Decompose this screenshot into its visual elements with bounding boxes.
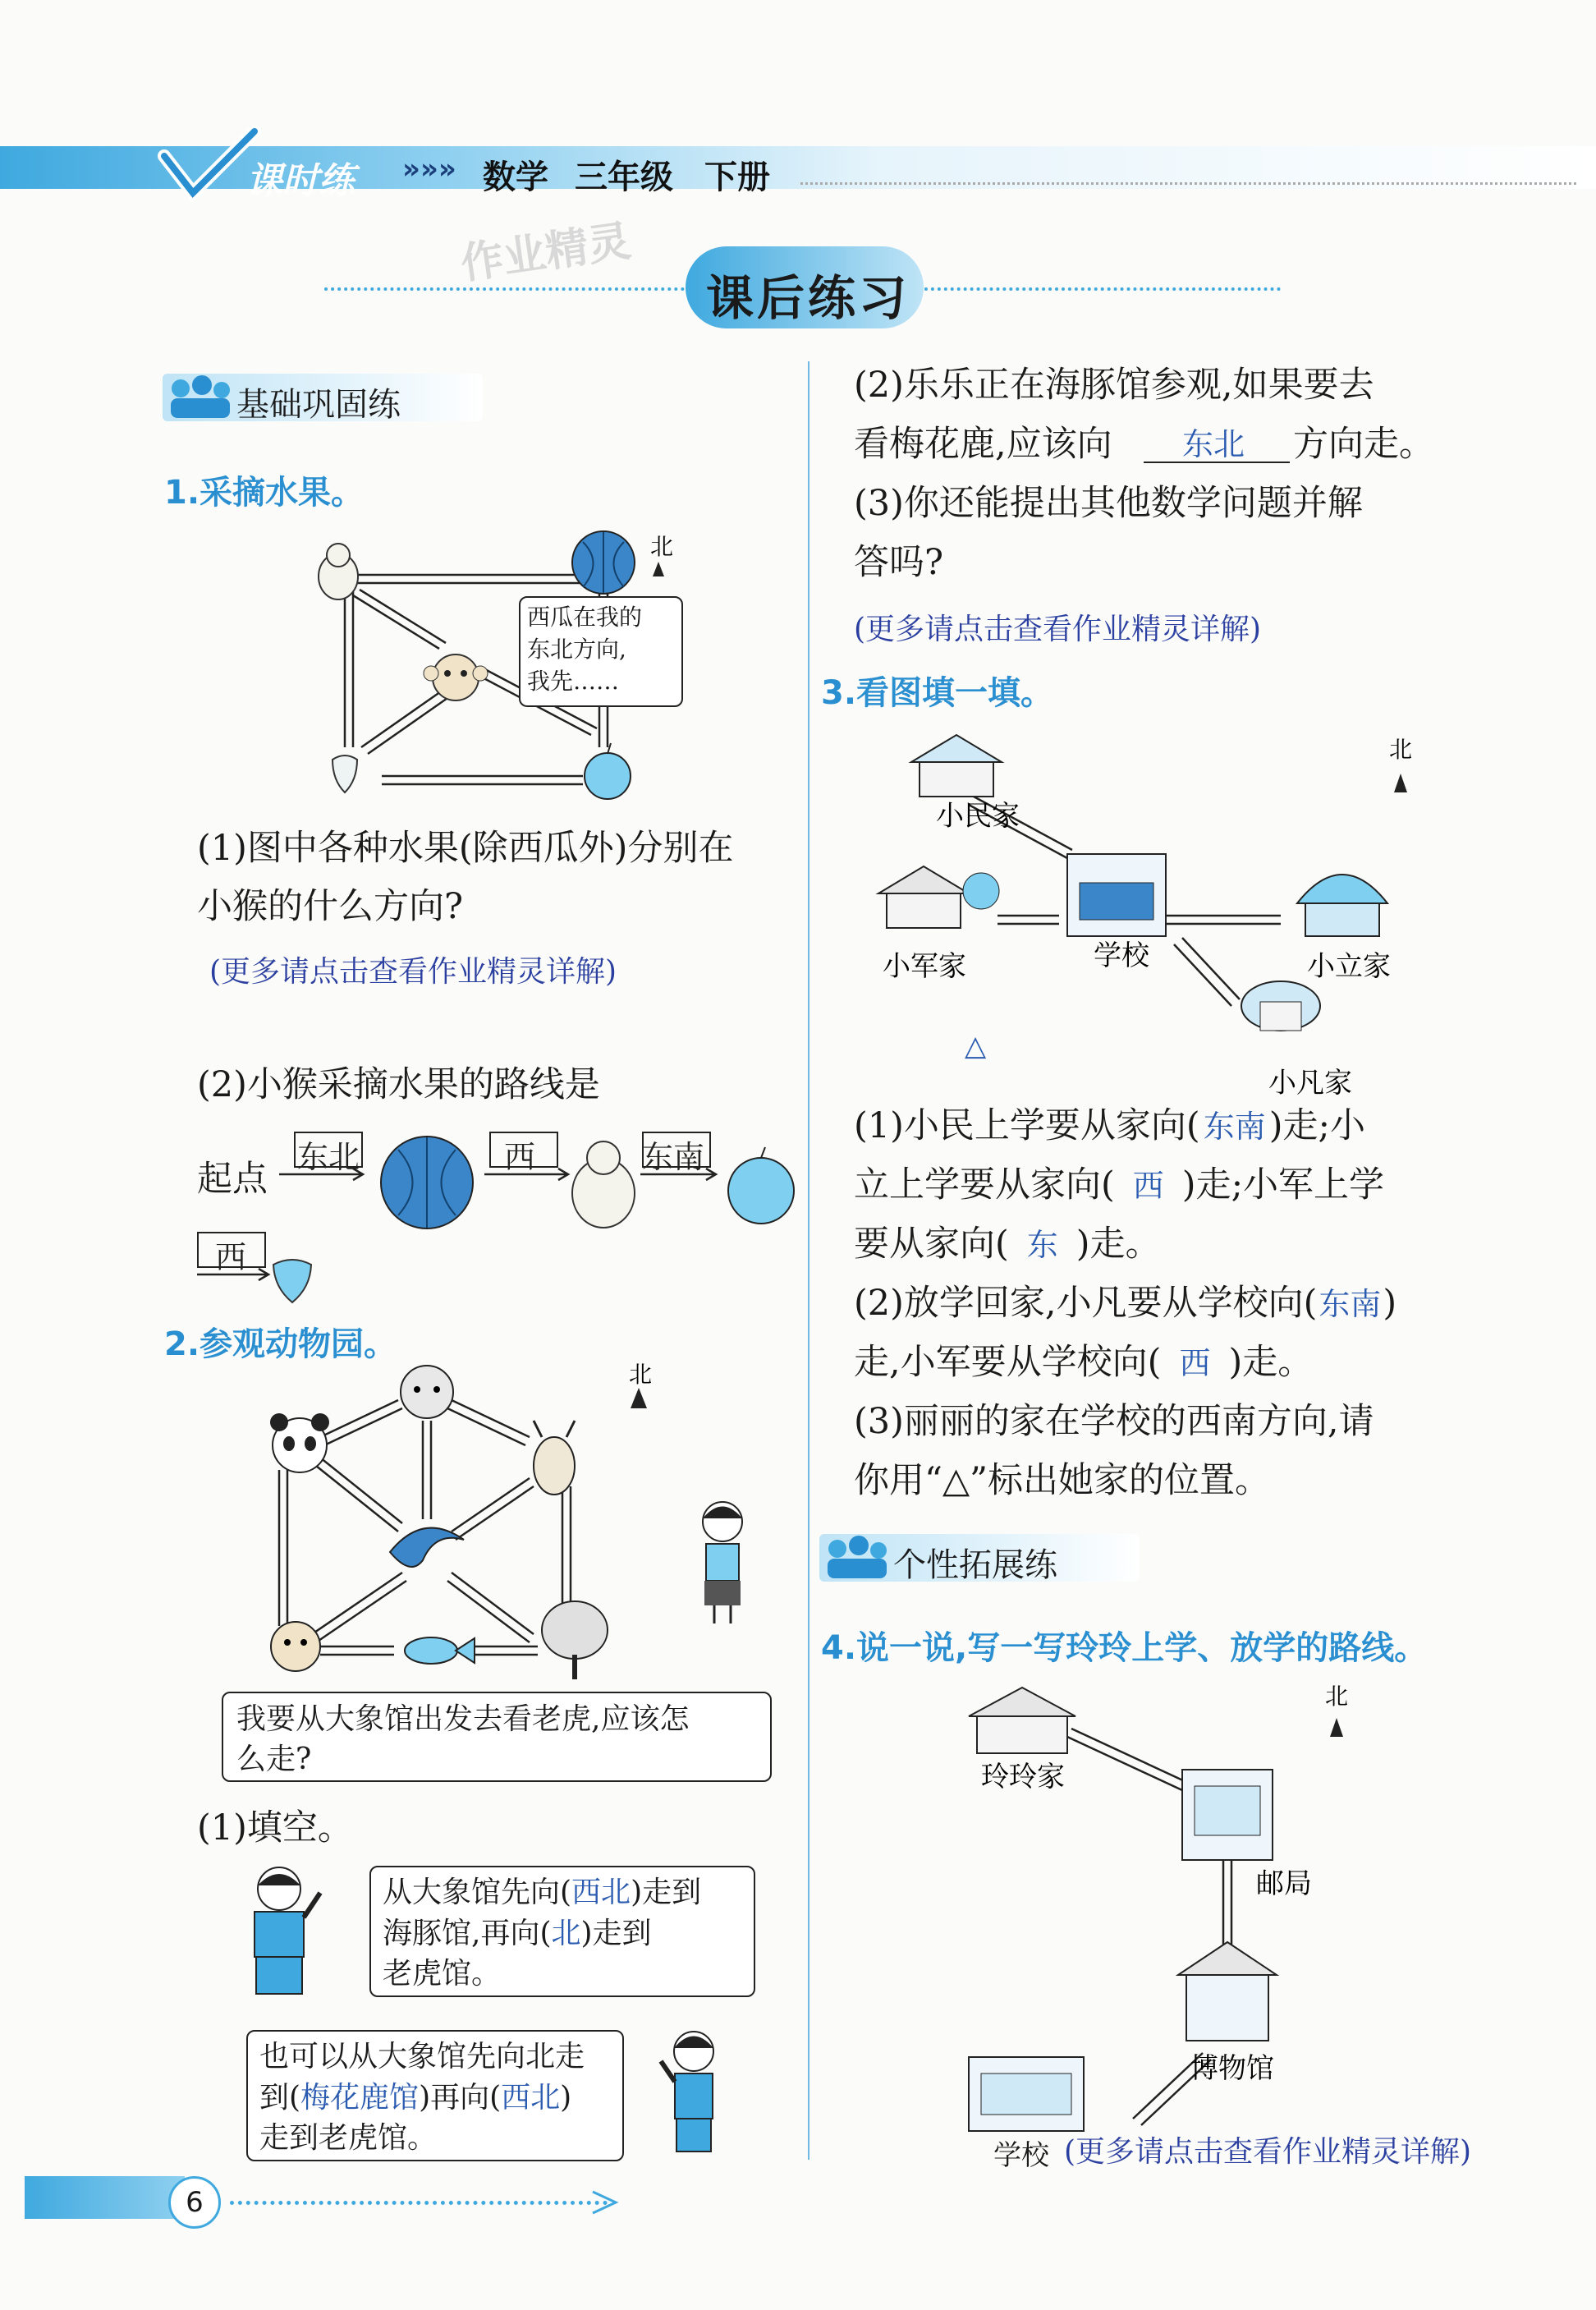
q2-north-arrow-icon	[622, 1359, 655, 1417]
post-office-icon	[1182, 1770, 1273, 1860]
monkey-zoo-icon	[271, 1622, 320, 1671]
deer-icon	[534, 1421, 575, 1495]
route-arrow-1	[279, 1166, 369, 1183]
q3-answer-3: 东	[1026, 1227, 1058, 1263]
elephant-icon	[542, 1601, 608, 1679]
q2-title: 2.参观动物园。	[164, 1325, 397, 1363]
label-xiaojun: 小军家	[883, 950, 966, 983]
q3-answer-5: 西	[1179, 1345, 1211, 1381]
q2-zoo-map	[246, 1355, 673, 1683]
q4-more-link[interactable]: (更多请点击查看作业精灵详解)	[1064, 2135, 1472, 2169]
school-icon	[1067, 854, 1166, 936]
route-arrow-3	[640, 1166, 722, 1183]
label-xiaoli: 小立家	[1307, 950, 1391, 983]
fish-icon	[405, 1637, 475, 1664]
q3-north-arrow-icon	[1394, 774, 1407, 792]
q2-p3-line1: (3)你还能提出其他数学问题并解	[854, 483, 1363, 524]
q1-p2-text: (2)小猴采摘水果的路线是	[197, 1064, 600, 1105]
q4-title: 4.说一说,写一写玲玲上学、放学的路线。	[821, 1629, 1428, 1667]
route-strawberry-icon	[269, 1255, 315, 1304]
route-answer-3: 东南	[642, 1139, 705, 1175]
q2-p2-answer: 东北	[1182, 426, 1245, 462]
xiaofan-house-icon	[1241, 981, 1320, 1031]
q3-answer-1: 东南	[1203, 1109, 1266, 1145]
route-watermelon-icon	[378, 1133, 476, 1232]
north-arrow-icon	[653, 562, 664, 576]
footer-arrow-icon	[591, 2188, 624, 2216]
watermelon-icon	[572, 531, 635, 594]
route-pear-icon	[566, 1132, 640, 1230]
q3-answer-2: 西	[1132, 1168, 1164, 1204]
q2-p2-line1: (2)乐乐正在海豚馆参观,如果要去	[854, 365, 1374, 406]
section-extend-header	[819, 1534, 1140, 1582]
q3-north-label: 北	[1389, 736, 1413, 763]
label-museum: 博物馆	[1190, 2052, 1274, 2085]
q2-boy-answer-1: 西北	[571, 1876, 631, 1909]
page-number: 6	[168, 2176, 221, 2229]
museum-icon	[1178, 1942, 1277, 2041]
q3-l1-b: 立上学要从家向( 西 )走;小军上学	[854, 1164, 1385, 1206]
q2-p2-line2: 看梅花鹿,应该向	[854, 424, 1112, 465]
header-arrows: »»»	[402, 153, 456, 186]
q2-more-link[interactable]: (更多请点击查看作业精灵详解)	[854, 613, 1262, 646]
q4-map	[944, 1671, 1371, 2164]
girl-icon-2	[657, 2028, 731, 2156]
people-icon-2	[819, 1534, 893, 1582]
q3-l1-c: 要从家向( 东 )走。	[854, 1224, 1161, 1265]
xiaoli-house-icon	[1297, 875, 1387, 936]
q1-north-label: 北	[650, 533, 674, 560]
label-lingling: 玲玲家	[981, 1761, 1065, 1793]
q2-girl-bubble: 也可以从大象馆先向北走 到(梅花鹿馆)再向(西北) 走到老虎馆。	[246, 2030, 624, 2161]
xiaomin-house-icon	[911, 735, 1002, 797]
lili-house-triangle: △	[965, 1030, 987, 1063]
q3-l2-b: 走,小军要从学校向( 西 )走。	[854, 1342, 1314, 1383]
header-volume: 下册	[704, 158, 770, 196]
lingling-house-icon	[969, 1688, 1075, 1753]
people-icon	[163, 374, 236, 421]
label-school-q4: 学校	[993, 2139, 1049, 2172]
q2-girl-speech: 我要从大象馆出发去看老虎,应该怎 么走?	[222, 1692, 772, 1782]
title-rule-left	[324, 287, 698, 294]
apple-icon	[585, 743, 631, 799]
xiaojun-house-icon	[878, 866, 999, 928]
q3-answer-4: 东南	[1319, 1286, 1382, 1322]
boy-icon	[238, 1864, 332, 2000]
q1-more-link[interactable]: (更多请点击查看作业精灵详解)	[209, 955, 617, 989]
label-xiaofan: 小凡家	[1268, 1067, 1352, 1100]
q2-girl-answer-2: 西北	[501, 2080, 561, 2115]
q2-boy-bubble: 从大象馆先向(西北)走到 海豚馆,再向(北)走到 老虎馆。	[369, 1866, 755, 1997]
q2-p2-line2-end: 方向走。	[1293, 424, 1434, 465]
route-answer-2: 西	[504, 1139, 536, 1175]
route-apple-icon	[724, 1146, 798, 1228]
girl-icon	[690, 1499, 755, 1626]
footer-dots	[230, 2201, 608, 2208]
section-extend-title: 个性拓展练	[893, 1546, 1057, 1584]
column-divider	[808, 361, 809, 2160]
tiger-icon	[401, 1366, 453, 1418]
panda-icon	[270, 1413, 329, 1472]
pear-icon	[319, 544, 358, 599]
route-answer-4: 西	[215, 1239, 247, 1275]
q2-p1-text: (1)填空。	[197, 1807, 353, 1848]
route-answer-1: 东北	[297, 1139, 360, 1175]
route-arrow-2	[484, 1166, 575, 1183]
route-arrow-4	[197, 1266, 279, 1283]
label-school: 学校	[1094, 939, 1149, 972]
section-basic-header	[163, 374, 483, 424]
header-subject: 数学	[483, 158, 548, 196]
dolphin-icon	[390, 1528, 464, 1567]
q3-map	[870, 714, 1445, 1109]
q1-monkey-speech: 西瓜在我的 东北方向, 我先……	[519, 596, 683, 707]
q1-p1-line2: 小猴的什么方向?	[197, 886, 464, 927]
q2-girl-answer-1: 梅花鹿馆	[300, 2080, 420, 2115]
header-rule	[800, 182, 1576, 188]
strawberry-icon	[332, 755, 357, 792]
section-basic-title: 基础巩固练	[236, 386, 401, 424]
q2-boy-answer-2: 北	[551, 1916, 581, 1950]
section-title: 课后练习	[706, 270, 910, 326]
q3-title: 3.看图填一填。	[821, 674, 1054, 712]
q4-north-arrow-icon	[1330, 1718, 1343, 1737]
school-building-icon	[969, 2057, 1084, 2131]
header-grade: 三年级	[575, 158, 673, 196]
footer-bar	[25, 2176, 185, 2219]
label-xiaomin: 小民家	[936, 800, 1020, 833]
logo-text: 课时练	[246, 160, 355, 202]
q2-north-label: 北	[629, 1361, 653, 1388]
q4-north-label: 北	[1325, 1683, 1349, 1710]
q1-title: 1.采摘水果。	[164, 474, 365, 512]
q1-start-label: 起点	[197, 1159, 268, 1200]
watermark: 作业精灵	[457, 216, 634, 290]
monkey-icon	[424, 654, 488, 700]
q3-l1-a: (1)小民上学要从家向( 东南)走;小	[854, 1105, 1365, 1146]
q1-p1-line1: (1)图中各种水果(除西瓜外)分别在	[197, 828, 734, 869]
q3-l3-a: (3)丽丽的家在学校的西南方向,请	[854, 1401, 1374, 1442]
label-post-office: 邮局	[1256, 1867, 1312, 1900]
q2-p3-line2: 答吗?	[854, 542, 944, 583]
q3-l3-b: 你用“△”标出她家的位置。	[854, 1460, 1271, 1501]
title-rule-right	[911, 287, 1281, 294]
q3-l2-a: (2)放学回家,小凡要从学校向(东南)	[854, 1283, 1397, 1324]
